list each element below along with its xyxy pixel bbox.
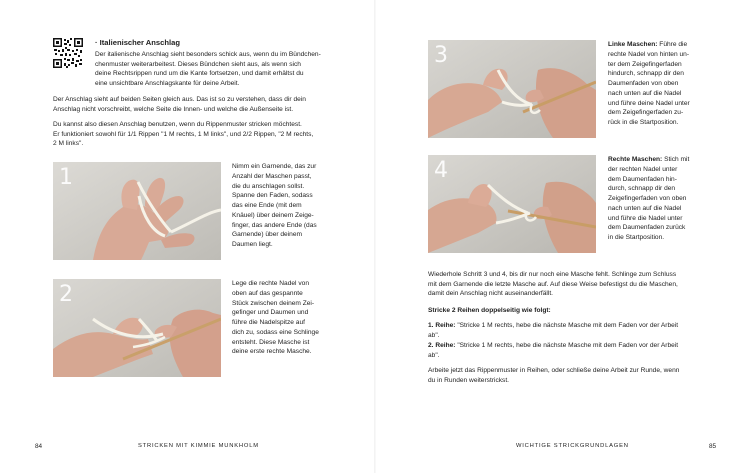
step3-photo [428, 40, 596, 138]
step3-caption [608, 40, 690, 128]
step1-number: 1 [59, 165, 73, 190]
step1-photo [53, 162, 221, 260]
text-line: deine Rechtsrippen rund um die Kante fortsetzen, und damit erhältst du [95, 70, 304, 78]
text-line: ab". [428, 331, 440, 339]
step2-photo [53, 279, 221, 377]
rib-paragraph [53, 120, 313, 149]
text-line: Du kannst also diesen Anschlag benutzen, wenn du Rippenmuster stricken möchtest. [53, 121, 302, 128]
text-line: durch, schnapp dir den [608, 185, 676, 193]
text-line: 2 M links". [53, 140, 84, 148]
text-line: Spanne den Faden, sodass [232, 192, 313, 200]
text-line: in die Startposition. [608, 234, 665, 241]
repeat-paragraph [428, 270, 678, 299]
row1-label: 1. Reihe: [428, 322, 456, 329]
text-line: Daumenfaden von oben [608, 80, 679, 87]
step4-heading: Rechte Maschen: [608, 156, 663, 163]
text-line: und führe deine Nadel unter [608, 99, 690, 107]
text-line: die du anschlagen sollst. [232, 182, 305, 190]
left-page-number: 84 [35, 443, 43, 450]
text-line [608, 40, 690, 50]
page-gutter [374, 0, 376, 473]
text-line: chenmuster weiterarbeitest. Dieses Bündchen sieht aus, als wenn sich [95, 60, 301, 68]
row2-instruction [428, 341, 678, 360]
row1-instruction [428, 321, 678, 340]
text-line: hindurch, schnapp dir den [608, 70, 684, 78]
step3-number: 3 [434, 43, 448, 68]
text-line: deine erste rechte Masche. [232, 348, 312, 356]
step3-heading: Linke Maschen: [608, 41, 658, 48]
text-line: entsteht. Diese Masche ist [232, 338, 310, 346]
text-line [608, 155, 689, 165]
text-line: dich zu, sodass eine Schlinge [232, 328, 319, 336]
text-line: eine unsichtbare Anschlagskante für deine Arbeit. [95, 79, 240, 87]
text-line: Arbeite jetzt das Rippenmuster in Reihen, oder schließe deine Arbeit zur Runde, wenn [428, 367, 680, 374]
row2-label: 2. Reihe: [428, 342, 456, 349]
text-line: und führe die Nadel unter [608, 214, 683, 222]
text-line: Knäuel) über deinem Zeige- [232, 211, 314, 219]
text-line: mit dem Garnende die letzte Masche auf. Auf diese Weise befestigst du die Maschen, [428, 280, 678, 288]
rows-heading: Stricke 2 Reihen doppelseitig wie folgt: [428, 307, 551, 314]
text-line: Zeigefingerfaden von oben [608, 195, 687, 202]
right-running-footer: WICHTIGE STRICKGRUNDLAGEN [516, 443, 629, 449]
text-line: dem Daumenfaden hin- [608, 175, 677, 183]
text-line: ab". [428, 351, 440, 359]
symmetry-paragraph [53, 95, 306, 114]
text-line: rück in die Startposition. [608, 119, 679, 126]
text-span: "Stricke 1 M rechts, hebe die nächste Masche mit dem Faden vor der Arbeit [455, 322, 679, 329]
text-span: Führe die [657, 41, 688, 48]
text-line: Garnende) über deinem [232, 231, 303, 239]
step4-number: 4 [434, 158, 448, 183]
text-line: Lege die rechte Nadel von [232, 280, 309, 287]
text-line: das eine Ende (mit dem [232, 202, 302, 209]
text-line [428, 341, 678, 351]
text-line: rechte Nadel von hinten un- [608, 50, 690, 58]
step2-caption [232, 279, 319, 357]
text-line: Stück zwischen deinem Zei- [232, 299, 315, 307]
text-line: gefinger und Daumen und [232, 309, 309, 317]
intro-paragraph [95, 50, 321, 88]
text-line: führe die Nadelspitze auf [232, 319, 305, 326]
text-line: Er funktioniert sowohl für 1/1 Rippen "1 M rechts, 1 M links", und 2/2 Rippen, "2 M rechts, [53, 130, 314, 138]
step4-photo [428, 155, 596, 253]
text-line: Daumen liegt. [232, 241, 273, 248]
text-line: der rechten Nadel unter [608, 165, 678, 173]
text-line: ter dem Zeigefingerfaden [608, 60, 682, 68]
text-line: Anschlag nicht vorschreibt, welche Seite die Innen- und welche die Außenseite ist. [53, 105, 294, 113]
qr-code-icon[interactable] [53, 38, 83, 68]
text-line: nach unten auf die Nadel [608, 204, 682, 212]
step1-caption [232, 162, 317, 250]
section-title: · Italienischer Anschlag [95, 38, 180, 47]
text-span: "Stricke 1 M rechts, hebe die nächste Masche mit dem Faden vor der Arbeit [455, 342, 679, 349]
step4-caption [608, 155, 689, 243]
step2-number: 2 [59, 282, 73, 307]
text-line: Wiederhole Schritt 3 und 4, bis dir nur noch eine Masche fehlt. Schlinge zum Schluss [428, 271, 677, 278]
text-line: Der italienische Anschlag sieht besonders schick aus, wenn du im Bündchen- [95, 51, 321, 58]
text-line: Der Anschlag sieht auf beiden Seiten gleich aus. Das ist so zu verstehen, dass dir dein [53, 96, 306, 103]
left-running-footer: STRICKEN MIT KIMMIE MUNKHOLM [138, 443, 259, 449]
text-line: oben auf das gespannte [232, 289, 303, 297]
text-line: dem Zeigefingerfaden zu- [608, 109, 684, 117]
text-line: dem Daumenfaden zurück [608, 224, 686, 232]
text-line: du in Runden weiterstrickst. [428, 376, 509, 384]
text-line: damit dein Anschlag nicht auseinanderfällt. [428, 290, 553, 298]
text-line: Anzahl der Maschen passt, [232, 172, 312, 180]
text-line: nach unten auf die Nadel [608, 89, 682, 97]
text-span: Stich mit [662, 156, 690, 163]
closing-paragraph [428, 366, 679, 385]
text-line: finger, das andere Ende (das [232, 221, 317, 229]
text-line: Nimm ein Garnende, das zur [232, 163, 317, 170]
right-page-number: 85 [709, 443, 717, 450]
text-line [428, 321, 678, 331]
